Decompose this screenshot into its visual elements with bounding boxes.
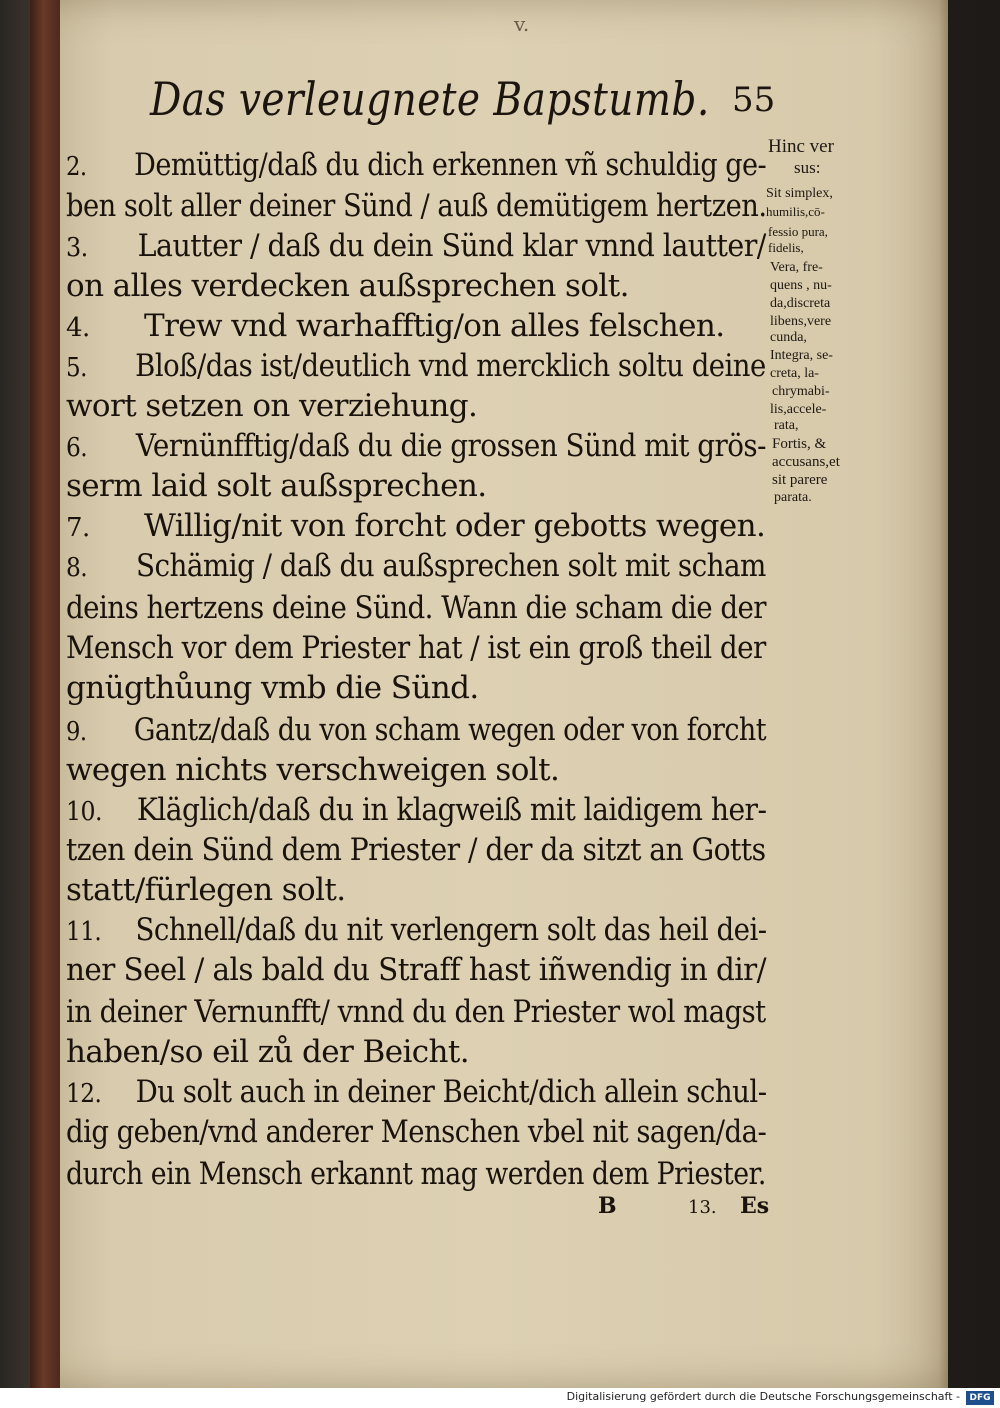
text-line (66, 792, 766, 828)
text-line (66, 388, 477, 424)
margin-note-line: accusans,et (772, 454, 840, 470)
line-text: Demüttig/daß du dich erkennen vñ schuldig ge- (134, 147, 767, 183)
margin-note-line: parata. (774, 490, 812, 505)
line-text: Mensch vor dem Priester hat / ist ein groß theil der (66, 630, 766, 666)
text-line (66, 752, 559, 788)
text-line (66, 1114, 766, 1150)
text-line (66, 468, 487, 504)
margin-note-line: quens , nu- (770, 278, 832, 293)
item-number: 2. (66, 152, 87, 182)
line-text: in deiner Vernunfft/ vnnd du den Priester wol magst (66, 994, 766, 1030)
line-text: Trew vnd warhafftig/on alles felschen. (144, 308, 725, 344)
catchword: Es (740, 1193, 770, 1219)
text-line (66, 548, 766, 584)
item-number: 9. (66, 717, 87, 747)
line-text: Du solt auch in deiner Beicht/dich allein schul- (135, 1074, 767, 1110)
running-head: Das verleugnete Bapstumb. (150, 72, 710, 126)
line-text: statt/fürlegen solt. (66, 872, 346, 908)
text-line (66, 994, 766, 1030)
margin-note-line: fidelis, (768, 240, 804, 255)
text-line (66, 508, 765, 544)
line-text: wegen nichts verschweigen solt. (66, 752, 560, 788)
margin-note-line: humilis,cō- (766, 204, 825, 219)
margin-note-line: Sit simplex, (766, 186, 833, 201)
line-text: Lautter / daß du dein Sünd klar vnnd lautter/ (137, 228, 766, 264)
margin-note-line: sit parere (772, 472, 828, 488)
text-line (66, 670, 479, 706)
line-text: Schämig / daß du außsprechen solt mit scham (135, 548, 766, 584)
line-text: wort setzen on verziehung. (66, 388, 478, 424)
text-line (66, 630, 766, 666)
text-line (66, 268, 629, 304)
margin-note-line: cunda, (770, 330, 807, 345)
line-text: serm laid solt außsprechen. (66, 468, 487, 504)
item-number: 5. (66, 353, 87, 383)
item-number: 12. (66, 1079, 102, 1109)
page-binding-edge (30, 0, 60, 1388)
margin-note-line: fessio pura, (768, 224, 828, 239)
margin-note-line: creta, la- (770, 366, 819, 381)
line-text: Kläglich/daß du in klagweiß mit laidigem her- (136, 792, 767, 828)
line-text: ner Seel / als bald du Straff hast iñwendig in dir/ (66, 952, 766, 988)
margin-note-line: Integra, se- (770, 348, 833, 363)
margin-note-line: chrymabi- (772, 384, 830, 399)
item-number: 8. (66, 553, 88, 583)
line-text: Willig/nit von forcht oder gebotts wegen. (144, 508, 766, 544)
text-line (66, 1156, 766, 1192)
dfg-logo-icon: DFG (966, 1391, 994, 1405)
text-line (66, 428, 766, 464)
text-line (66, 1034, 469, 1070)
item-number: 4. (66, 313, 90, 343)
text-line (66, 147, 766, 183)
line-text: Vernünfftig/daß du die grossen Sünd mit grös- (135, 428, 766, 464)
text-line (66, 228, 766, 264)
text-line (66, 1074, 767, 1110)
text-line (66, 590, 766, 626)
margin-note-line: lis,accele- (770, 402, 827, 417)
text-line (66, 912, 767, 948)
line-text: tzen dein Sünd dem Priester / der da sitzt an Gotts (66, 832, 766, 868)
text-line (66, 348, 766, 384)
line-text: durch ein Mensch erkannt mag werden dem Priester. (66, 1156, 766, 1192)
text-line (66, 188, 767, 224)
footer-credit: Digitalisierung gefördert durch die Deutsche Forschungsgemeinschaft - (566, 1390, 960, 1403)
page-number: 55 (732, 80, 776, 120)
catchword-number: 13. (688, 1197, 717, 1218)
signature-mark: B (598, 1193, 617, 1219)
text-line (66, 308, 725, 344)
margin-note-line: rata, (774, 418, 799, 433)
top-mark: v. (514, 12, 530, 36)
line-text: gnügthůung vmb die Sünd. (66, 670, 479, 706)
line-text: Gantz/daß du von scham wegen oder von forcht (133, 712, 767, 748)
line-text: ben solt aller deiner Sünd / auß demütigem hertzen. (66, 188, 767, 224)
text-line (66, 832, 766, 868)
margin-note-line: Fortis, & (772, 436, 827, 452)
text-line (66, 872, 346, 908)
line-text: on alles verdecken außsprechen solt. (66, 268, 629, 304)
line-text: Schnell/daß du nit verlengern solt das heil dei- (135, 912, 767, 948)
text-line (66, 952, 766, 988)
item-number: 3. (66, 233, 88, 263)
item-number: 6. (66, 433, 88, 463)
item-number: 11. (66, 917, 102, 947)
line-text: deins hertzens deine Sünd. Wann die scham die der (66, 590, 766, 626)
line-text: haben/so eil zů der Beicht. (66, 1034, 469, 1070)
margin-note-line: sus: (794, 158, 821, 177)
margin-note-line: Vera, fre- (770, 260, 823, 275)
item-number: 7. (66, 513, 90, 543)
margin-note-line: libens,vere (770, 314, 832, 329)
line-text: Bloß/das ist/deutlich vnd mercklich soltu deine (135, 348, 766, 384)
line-text: dig geben/vnd anderer Menschen vbel nit sagen/da- (66, 1114, 767, 1150)
text-line (66, 712, 766, 748)
item-number: 10. (66, 797, 102, 827)
margin-note-line: da,discreta (770, 296, 831, 311)
margin-note-line: Hinc ver (768, 136, 834, 157)
